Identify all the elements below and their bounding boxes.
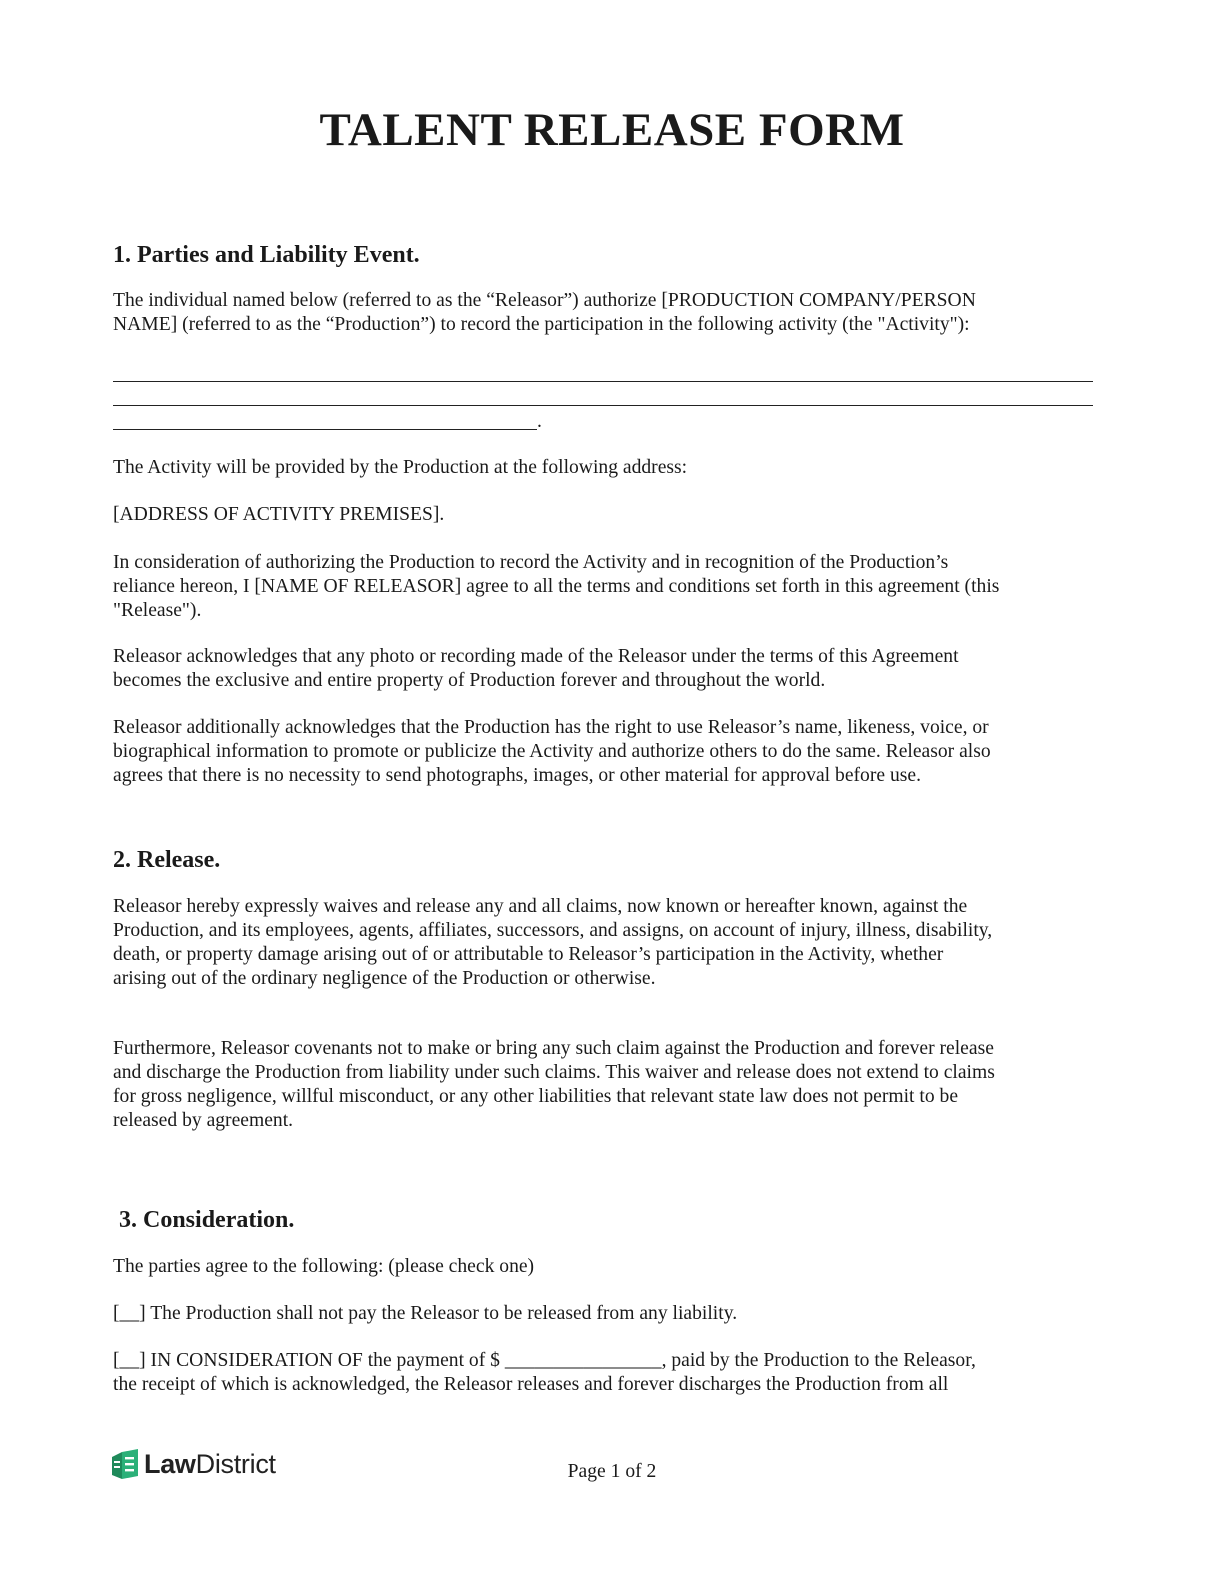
address-intro: The Activity will be provided by the Production at the following address: [113, 457, 688, 478]
consideration-paragraph [113, 551, 1113, 623]
waiver-paragraph [113, 895, 1113, 991]
text-line: In consideration of authorizing the Production to record the Activity and in recognition of the Production’s [113, 552, 949, 573]
section-1-heading: 1. Parties and Liability Event. [113, 242, 420, 268]
logo-text-district: District [195, 1448, 276, 1479]
rights-paragraph [113, 716, 1113, 788]
text-line: the receipt of which is acknowledged, the Releasor releases and forever discharges the Production from all [113, 1374, 949, 1395]
text-line: The individual named below (referred to as the “Releasor”) authorize [PRODUCTION COMPANY/PERSON [113, 290, 976, 311]
section-2-heading: 2. Release. [113, 847, 221, 873]
text-line: biographical information to promote or publicize the Activity and authorize others to do the same. Releasor also [113, 741, 991, 762]
activity-blank-line-2[interactable] [113, 405, 1093, 406]
page-number: Page 1 of 2 [567, 1461, 657, 1482]
checkbox-option-payment[interactable] [113, 1349, 1113, 1397]
text-line: Releasor hereby expressly waives and release any and all claims, now known or hereafter known, against the [113, 896, 968, 917]
section-3-heading: 3. Consideration. [119, 1207, 295, 1233]
text-line: Furthermore, Releasor covenants not to make or bring any such claim against the Production and forever release [113, 1038, 994, 1059]
text-line: reliance hereon, I [NAME OF RELEASOR] agree to all the terms and conditions set forth in this agreement (this [113, 576, 1000, 597]
section-1-intro [113, 289, 1113, 337]
covenant-paragraph [113, 1037, 1113, 1133]
document-title: TALENT RELEASE FORM [319, 104, 905, 156]
consideration-instruction: The parties agree to the following: (please check one) [113, 1256, 535, 1277]
logo-text-law: Law [144, 1448, 196, 1479]
activity-blank-line-1[interactable] [113, 381, 1093, 382]
text-line: for gross negligence, willful misconduct, or any other liabilities that relevant state law does not permit to be [113, 1086, 959, 1107]
text-line: agrees that there is no necessity to send photographs, images, or other material for approval before use. [113, 765, 921, 786]
text-line: arising out of the ordinary negligence of the Production or otherwise. [113, 968, 656, 989]
text-line: [__] IN CONSIDERATION OF the payment of $ ________________, paid by the Production to the Releasor, [113, 1350, 976, 1371]
text-line: NAME] (referred to as the “Production”) to record the participation in the following activity (the "Activity"): [113, 314, 970, 335]
text-line: and discharge the Production from liability under such claims. This waiver and release does not extend to claims [113, 1062, 995, 1083]
activity-blank-line-3[interactable] [113, 429, 537, 430]
property-paragraph [113, 645, 1113, 693]
text-line: Releasor additionally acknowledges that the Production has the right to use Releasor’s name, likeness, voice, or [113, 717, 989, 738]
address-placeholder: [ADDRESS OF ACTIVITY PREMISES]. [113, 504, 445, 525]
blank-end-period: . [537, 411, 542, 432]
text-line: Production, and its employees, agents, affiliates, successors, and assigns, on account of injury, illness, disability, [113, 920, 993, 941]
text-line: released by agreement. [113, 1110, 294, 1131]
text-line: Releasor acknowledges that any photo or recording made of the Releasor under the terms of this Agreement [113, 646, 959, 667]
checkbox-option-no-payment[interactable]: [__] The Production shall not pay the Releasor to be released from any liability. [113, 1303, 738, 1324]
text-line: death, or property damage arising out of or attributable to Releasor’s participation in the Activity, whether [113, 944, 944, 965]
text-line: "Release"). [113, 600, 202, 621]
text-line: becomes the exclusive and entire property of Production forever and throughout the world. [113, 670, 826, 691]
